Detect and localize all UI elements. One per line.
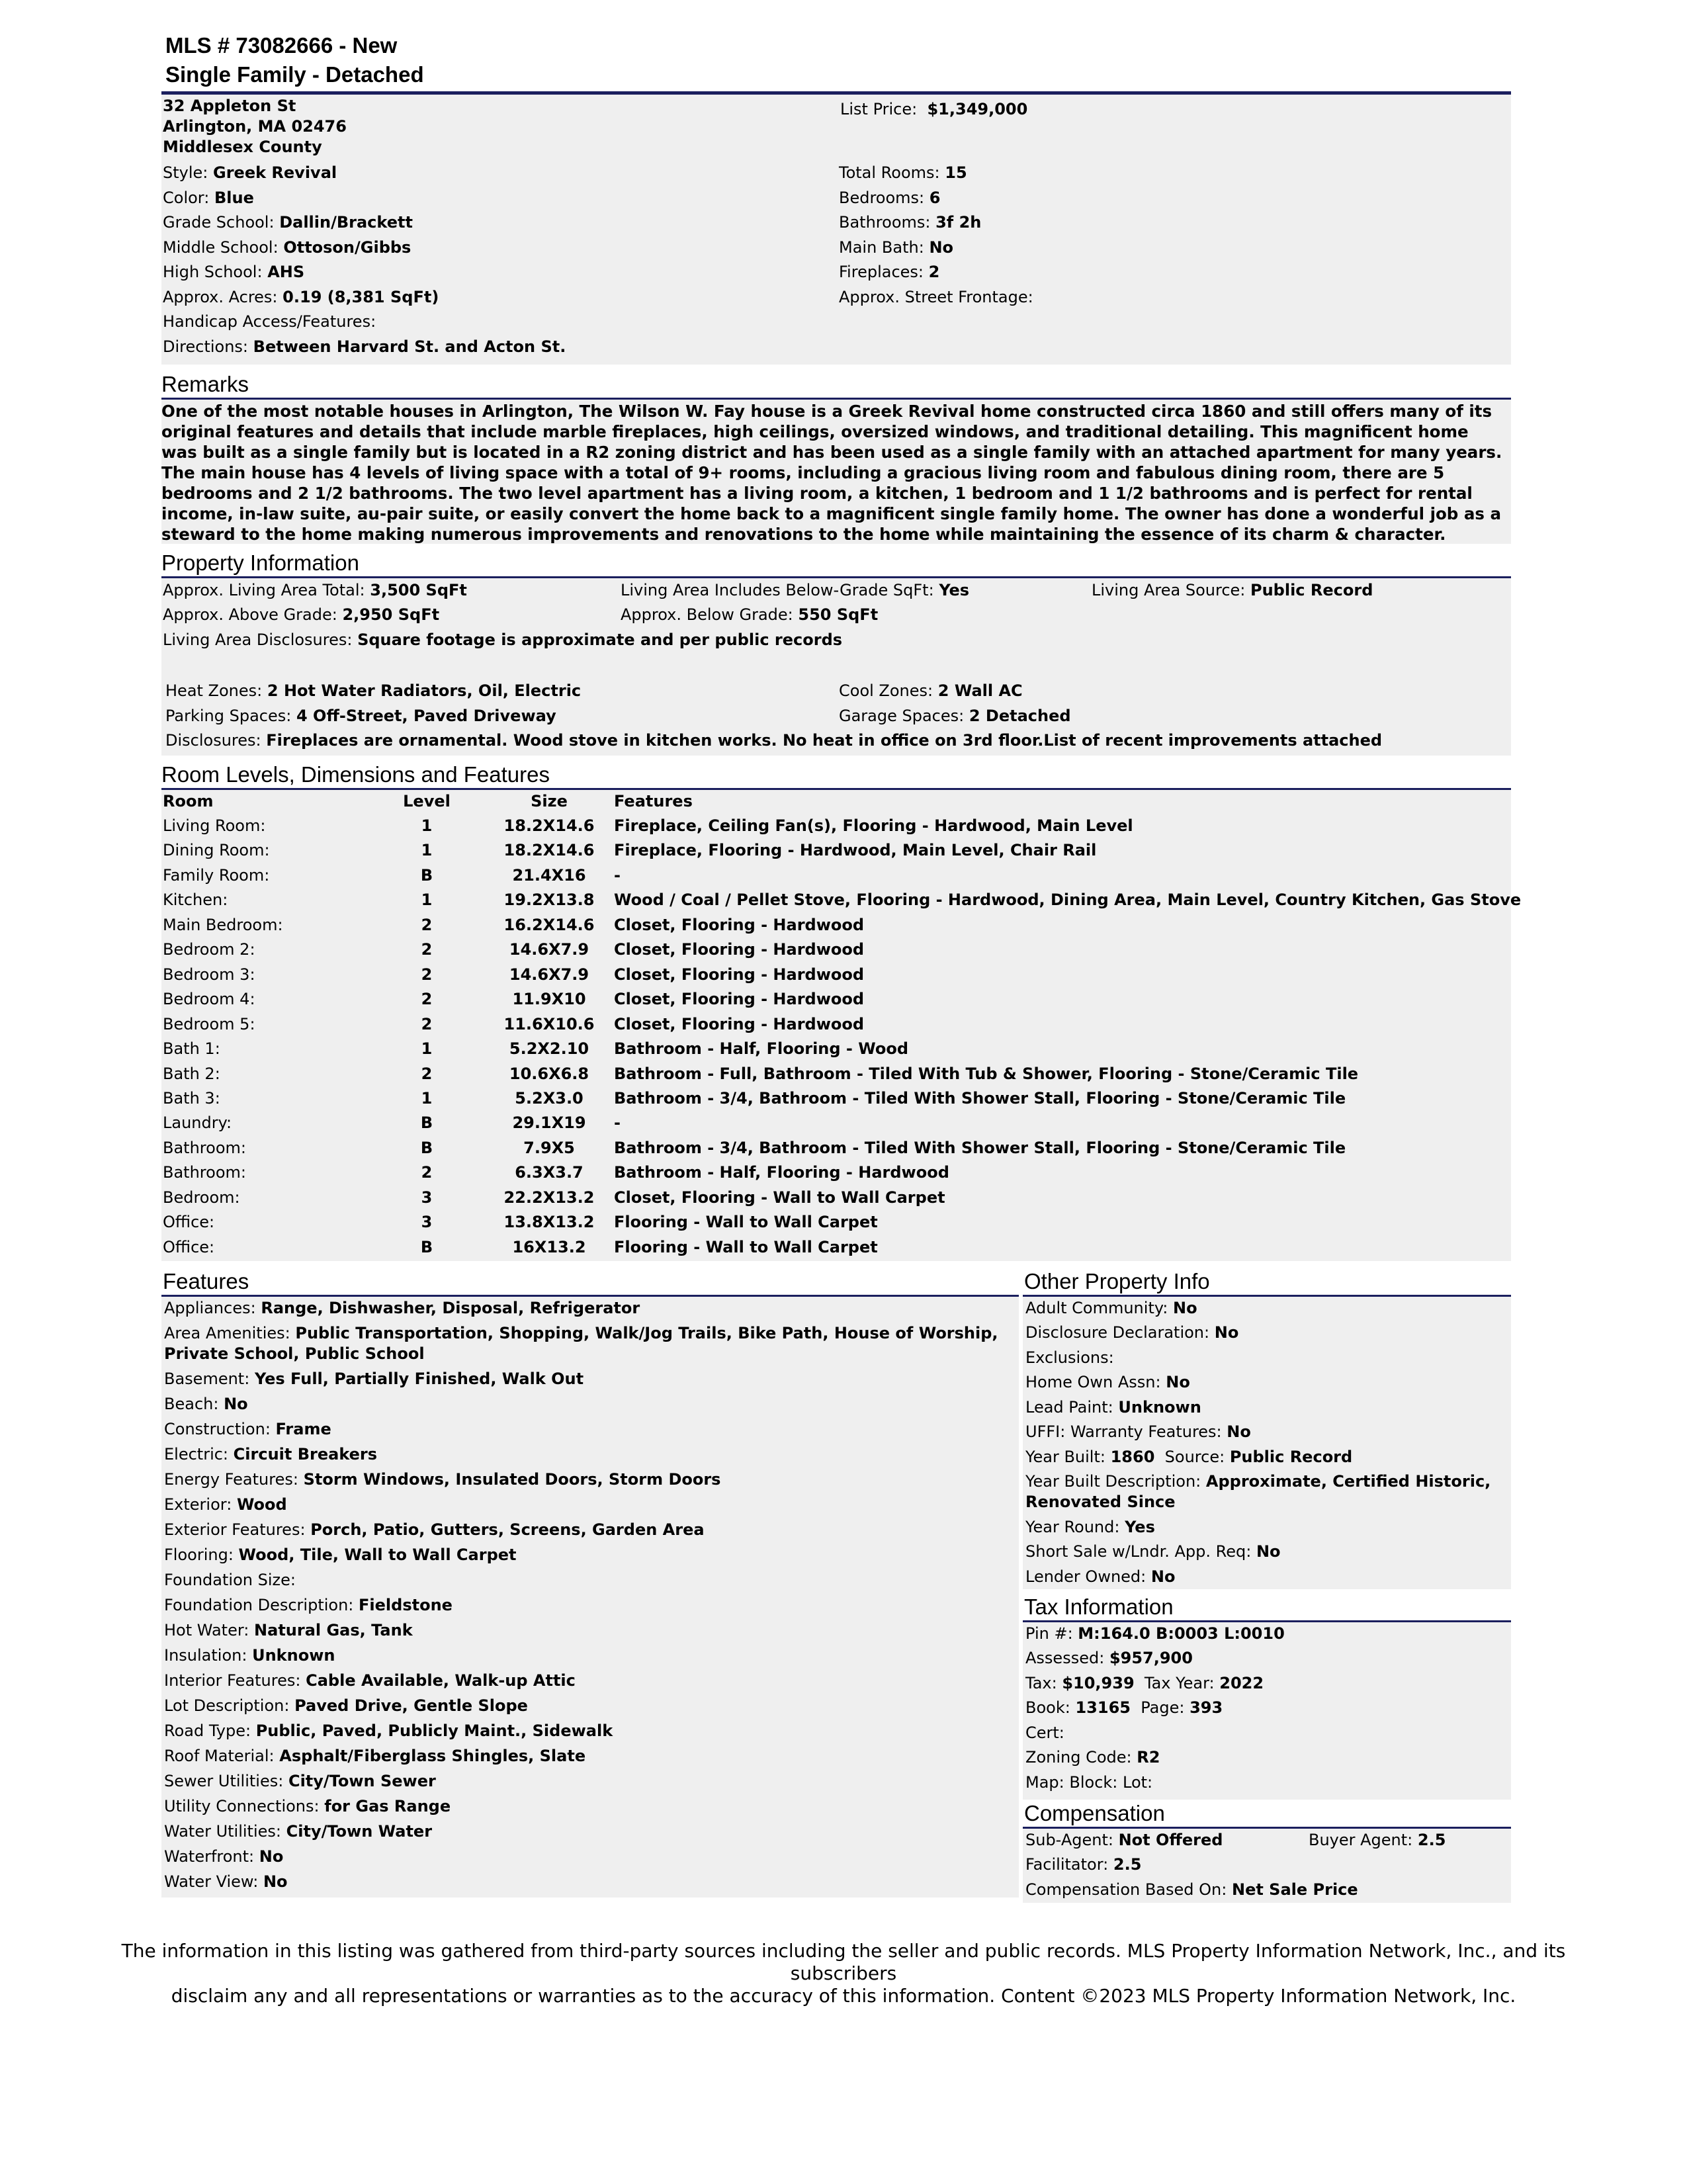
room-name: Living Room: bbox=[163, 816, 266, 835]
cool-zones: Cool Zones: 2 Wall AC bbox=[839, 681, 1023, 700]
room-level: B bbox=[420, 1114, 433, 1132]
room-size: 14.6X7.9 bbox=[509, 940, 589, 959]
rooms-header-size: Size bbox=[531, 792, 568, 810]
rooms-header-level: Level bbox=[403, 792, 451, 810]
address-county: Middlesex County bbox=[163, 138, 322, 156]
feature-item: Interior Features: Cable Available, Walk-up Attic bbox=[164, 1671, 576, 1690]
above-grade: Approx. Above Grade: 2,950 SqFt bbox=[163, 605, 440, 624]
field-handicap: Handicap Access/Features: bbox=[163, 312, 376, 331]
field-bedrooms: Bedrooms: 6 bbox=[839, 189, 941, 207]
short-sale: Short Sale w/Lndr. App. Req: No bbox=[1025, 1542, 1281, 1561]
remarks-title: Remarks bbox=[161, 372, 249, 396]
zoning-code: Zoning Code: R2 bbox=[1025, 1748, 1160, 1767]
mls-number-title: MLS # 73082666 - New bbox=[165, 33, 398, 58]
room-level: B bbox=[420, 1238, 433, 1256]
room-level: 2 bbox=[421, 1163, 433, 1182]
book-page: Book: 13165 Page: 393 bbox=[1025, 1698, 1223, 1717]
room-name: Office: bbox=[163, 1238, 215, 1256]
garage-spaces: Garage Spaces: 2 Detached bbox=[839, 707, 1071, 725]
room-features: Flooring - Wall to Wall Carpet bbox=[614, 1213, 878, 1231]
disclosure-declaration: Disclosure Declaration: No bbox=[1025, 1323, 1239, 1342]
feature-item: Construction: Frame bbox=[164, 1420, 331, 1438]
buyer-agent: Buyer Agent: 2.5 bbox=[1309, 1831, 1446, 1849]
room-features: Closet, Flooring - Wall to Wall Carpet bbox=[614, 1188, 945, 1207]
room-features: Flooring - Wall to Wall Carpet bbox=[614, 1238, 878, 1256]
cert: Cert: bbox=[1025, 1724, 1064, 1742]
field-fireplaces: Fireplaces: 2 bbox=[839, 263, 940, 281]
feature-item: Electric: Circuit Breakers bbox=[164, 1445, 378, 1463]
features-title: Features bbox=[163, 1269, 249, 1293]
facilitator: Facilitator: 2.5 bbox=[1025, 1855, 1142, 1874]
feature-item: Beach: No bbox=[164, 1395, 248, 1413]
room-name: Dining Room: bbox=[163, 841, 270, 859]
feature-item: Road Type: Public, Paved, Publicly Maint., Sidewalk bbox=[164, 1722, 613, 1740]
map-block-lot: Map: Block: Lot: bbox=[1025, 1773, 1153, 1792]
room-size: 21.4X16 bbox=[512, 866, 586, 885]
field-bathrooms: Bathrooms: 3f 2h bbox=[839, 213, 982, 232]
room-name: Main Bedroom: bbox=[163, 916, 283, 934]
room-size: 16.2X14.6 bbox=[503, 916, 595, 934]
room-level: 2 bbox=[421, 1015, 433, 1033]
room-size: 14.6X7.9 bbox=[509, 965, 589, 984]
room-size: 18.2X14.6 bbox=[503, 816, 595, 835]
list-price: List Price: $1,349,000 bbox=[840, 100, 1028, 118]
feature-item: Energy Features: Storm Windows, Insulated Doors, Storm Doors bbox=[164, 1470, 721, 1489]
year-round: Year Round: Yes bbox=[1025, 1518, 1155, 1536]
room-features: Fireplace, Flooring - Hardwood, Main Level, Chair Rail bbox=[614, 841, 1097, 859]
room-features: Bathroom - Half, Flooring - Wood bbox=[614, 1039, 909, 1058]
assessed: Assessed: $957,900 bbox=[1025, 1649, 1193, 1667]
disclosures: Disclosures: Fireplaces are ornamental. Wood stove in kitchen works. No heat in office on 3rd floor.List of recent improvements attached bbox=[165, 731, 1383, 750]
room-level: 1 bbox=[421, 1039, 433, 1058]
room-name: Laundry: bbox=[163, 1114, 232, 1132]
parking-spaces: Parking Spaces: 4 Off-Street, Paved Driveway bbox=[165, 707, 556, 725]
feature-item: Exterior: Wood bbox=[164, 1495, 287, 1514]
room-features: Bathroom - 3/4, Bathroom - Tiled With Shower Stall, Flooring - Stone/Ceramic Tile bbox=[614, 1089, 1346, 1108]
field-directions: Directions: Between Harvard St. and Acton St. bbox=[163, 337, 566, 356]
room-size: 5.2X2.10 bbox=[509, 1039, 589, 1058]
feature-item: Hot Water: Natural Gas, Tank bbox=[164, 1621, 413, 1639]
compensation-based-on: Compensation Based On: Net Sale Price bbox=[1025, 1880, 1358, 1899]
field-style: Style: Greek Revival bbox=[163, 163, 337, 182]
feature-item: Foundation Description: Fieldstone bbox=[164, 1596, 453, 1614]
lender-owned: Lender Owned: No bbox=[1025, 1567, 1176, 1586]
year-built-description-cont: Renovated Since bbox=[1025, 1493, 1176, 1511]
room-size: 16X13.2 bbox=[512, 1238, 586, 1256]
property-type-title: Single Family - Detached bbox=[165, 62, 424, 87]
room-level: 2 bbox=[421, 1065, 433, 1083]
field-color: Color: Blue bbox=[163, 189, 254, 207]
room-level: 2 bbox=[421, 965, 433, 984]
uffi: UFFI: Warranty Features: No bbox=[1025, 1422, 1251, 1441]
room-name: Bedroom 4: bbox=[163, 990, 255, 1008]
room-features: Bathroom - 3/4, Bathroom - Tiled With Shower Stall, Flooring - Stone/Ceramic Tile bbox=[614, 1139, 1346, 1157]
room-size: 7.9X5 bbox=[523, 1139, 575, 1157]
disclaimer-line-1: The information in this listing was gathered from third-party sources including the seller and public records. MLS Property Information Network, Inc., and its subscribers bbox=[121, 1940, 1566, 1984]
field-high-school: High School: AHS bbox=[163, 263, 305, 281]
room-name: Bedroom 5: bbox=[163, 1015, 255, 1033]
address-street: 32 Appleton St bbox=[163, 97, 296, 115]
feature-item: Flooring: Wood, Tile, Wall to Wall Carpet bbox=[164, 1546, 517, 1564]
room-name: Bathroom: bbox=[163, 1163, 246, 1182]
feature-item: Water View: No bbox=[164, 1872, 288, 1891]
room-name: Bathroom: bbox=[163, 1139, 246, 1157]
room-size: 5.2X3.0 bbox=[515, 1089, 584, 1108]
room-level: 1 bbox=[421, 1089, 433, 1108]
room-level: 1 bbox=[421, 891, 433, 909]
year-built-description: Year Built Description: Approximate, Certified Historic, bbox=[1025, 1472, 1491, 1491]
feature-item: Roof Material: Asphalt/Fiberglass Shingles, Slate bbox=[164, 1747, 586, 1765]
room-features: Wood / Coal / Pellet Stove, Flooring - Hardwood, Dining Area, Main Level, Country Kitchen, Gas Stove bbox=[614, 891, 1522, 909]
room-name: Bedroom 2: bbox=[163, 940, 255, 959]
room-features: Bathroom - Full, Bathroom - Tiled With Tub & Shower, Flooring - Stone/Ceramic Tile bbox=[614, 1065, 1359, 1083]
feature-item: Water Utilities: City/Town Water bbox=[164, 1822, 433, 1841]
field-main-bath: Main Bath: No bbox=[839, 238, 954, 257]
feature-item: Utility Connections: for Gas Range bbox=[164, 1797, 451, 1815]
room-level: 1 bbox=[421, 816, 433, 835]
field-middle-school: Middle School: Ottoson/Gibbs bbox=[163, 238, 411, 257]
home-own-assn: Home Own Assn: No bbox=[1025, 1373, 1190, 1391]
property-info-title: Property Information bbox=[161, 550, 359, 575]
room-level: 2 bbox=[421, 916, 433, 934]
room-name: Bath 1: bbox=[163, 1039, 220, 1058]
room-size: 29.1X19 bbox=[512, 1114, 586, 1132]
feature-item-cont: Private School, Public School bbox=[164, 1344, 425, 1363]
living-area-disclosures: Living Area Disclosures: Square footage is approximate and per public records bbox=[163, 631, 843, 649]
tax-title: Tax Information bbox=[1024, 1594, 1174, 1619]
feature-item: Insulation: Unknown bbox=[164, 1646, 335, 1665]
room-name: Kitchen: bbox=[163, 891, 228, 909]
room-size: 11.9X10 bbox=[512, 990, 586, 1008]
year-built: Year Built: 1860 Source: Public Record bbox=[1025, 1448, 1353, 1466]
living-area-source: Living Area Source: Public Record bbox=[1092, 581, 1373, 599]
room-size: 10.6X6.8 bbox=[509, 1065, 589, 1083]
room-level: 2 bbox=[421, 990, 433, 1008]
room-level: B bbox=[420, 866, 433, 885]
adult-community: Adult Community: No bbox=[1025, 1299, 1197, 1317]
room-features: Closet, Flooring - Hardwood bbox=[614, 940, 865, 959]
room-size: 11.6X10.6 bbox=[503, 1015, 595, 1033]
room-features: Closet, Flooring - Hardwood bbox=[614, 965, 865, 984]
address-city: Arlington, MA 02476 bbox=[163, 117, 347, 136]
disclaimer bbox=[99, 1940, 1588, 2007]
room-name: Bedroom 3: bbox=[163, 965, 255, 984]
compensation-title: Compensation bbox=[1024, 1801, 1165, 1825]
room-features: - bbox=[614, 1114, 621, 1132]
room-size: 19.2X13.8 bbox=[503, 891, 595, 909]
sub-agent: Sub-Agent: Not Offered bbox=[1025, 1831, 1223, 1849]
room-name: Family Room: bbox=[163, 866, 270, 885]
pin-number: Pin #: M:164.0 B:0003 L:0010 bbox=[1025, 1624, 1285, 1643]
rooms-header-room: Room bbox=[163, 792, 214, 810]
exclusions: Exclusions: bbox=[1025, 1348, 1114, 1367]
feature-item: Foundation Size: bbox=[164, 1571, 296, 1589]
feature-item: Sewer Utilities: City/Town Sewer bbox=[164, 1772, 436, 1790]
feature-item: Waterfront: No bbox=[164, 1847, 284, 1866]
room-size: 13.8X13.2 bbox=[503, 1213, 595, 1231]
heat-zones: Heat Zones: 2 Hot Water Radiators, Oil, Electric bbox=[165, 681, 582, 700]
room-level: 2 bbox=[421, 940, 433, 959]
rooms-header-features: Features bbox=[614, 792, 693, 810]
room-name: Bedroom: bbox=[163, 1188, 240, 1207]
room-level: 3 bbox=[421, 1188, 433, 1207]
room-size: 18.2X14.6 bbox=[503, 841, 595, 859]
feature-item: Area Amenities: Public Transportation, Shopping, Walk/Jog Trails, Bike Path, House of Worship, bbox=[164, 1324, 998, 1342]
room-level: 3 bbox=[421, 1213, 433, 1231]
disclaimer-line-2: disclaim any and all representations or warranties as to the accuracy of this information. Content ©2023 MLS Property Information Network, Inc. bbox=[171, 1985, 1516, 2007]
field-total-rooms: Total Rooms: 15 bbox=[839, 163, 967, 182]
room-size: 6.3X3.7 bbox=[515, 1163, 584, 1182]
field-grade-school: Grade School: Dallin/Brackett bbox=[163, 213, 413, 232]
room-size: 22.2X13.2 bbox=[503, 1188, 595, 1207]
other-info-title: Other Property Info bbox=[1024, 1269, 1210, 1293]
room-features: Bathroom - Half, Flooring - Hardwood bbox=[614, 1163, 949, 1182]
room-name: Bath 2: bbox=[163, 1065, 220, 1083]
room-features: - bbox=[614, 866, 621, 885]
room-name: Office: bbox=[163, 1213, 215, 1231]
feature-item: Exterior Features: Porch, Patio, Gutters, Screens, Garden Area bbox=[164, 1520, 705, 1539]
room-features: Fireplace, Ceiling Fan(s), Flooring - Hardwood, Main Level bbox=[614, 816, 1133, 835]
rooms-title: Room Levels, Dimensions and Features bbox=[161, 762, 550, 787]
below-grade: Approx. Below Grade: 550 SqFt bbox=[621, 605, 879, 624]
field-acres: Approx. Acres: 0.19 (8,381 SqFt) bbox=[163, 288, 439, 306]
living-area-includes-below: Living Area Includes Below-Grade SqFt: Yes bbox=[621, 581, 970, 599]
remarks-text: One of the most notable houses in Arlington, The Wilson W. Fay house is a Greek Revival home constructed circa 1860 and still offers many of its original features and details that include marble fireplaces, high ceilings, oversized windows, and traditional detailing. This magnificent home was built as a single family but is located in a R2 zoning district and has been used as a single family with an attached apartment for many years. The main house has 4 levels of living space with a total of 9+ rooms, including a gracious living room and fabulous dining room, there are 5 bedrooms and 2 1/2 bathrooms. The two level apartment has a living room, a kitchen, 1 bedroom and 1 1/2 bathrooms and is perfect for rental income, in-law suite, au-pair suite, or easily convert the home back to a magnificent single family home. The owner has done a wonderful job as a steward to the home making numerous improvements and renovations to the home while maintaining the essence of its charm & character. bbox=[161, 402, 1502, 544]
feature-item: Appliances: Range, Dishwasher, Disposal, Refrigerator bbox=[164, 1299, 640, 1317]
room-level: B bbox=[420, 1139, 433, 1157]
field-street-frontage: Approx. Street Frontage: bbox=[839, 288, 1033, 306]
feature-item: Basement: Yes Full, Partially Finished, Walk Out bbox=[164, 1370, 584, 1388]
living-area-total: Approx. Living Area Total: 3,500 SqFt bbox=[163, 581, 467, 599]
room-level: 1 bbox=[421, 841, 433, 859]
room-features: Closet, Flooring - Hardwood bbox=[614, 1015, 865, 1033]
room-features: Closet, Flooring - Hardwood bbox=[614, 916, 865, 934]
tax-amount: Tax: $10,939 Tax Year: 2022 bbox=[1025, 1674, 1264, 1692]
feature-item: Lot Description: Paved Drive, Gentle Slope bbox=[164, 1696, 528, 1715]
room-name: Bath 3: bbox=[163, 1089, 220, 1108]
room-features: Closet, Flooring - Hardwood bbox=[614, 990, 865, 1008]
lead-paint: Lead Paint: Unknown bbox=[1025, 1398, 1201, 1417]
